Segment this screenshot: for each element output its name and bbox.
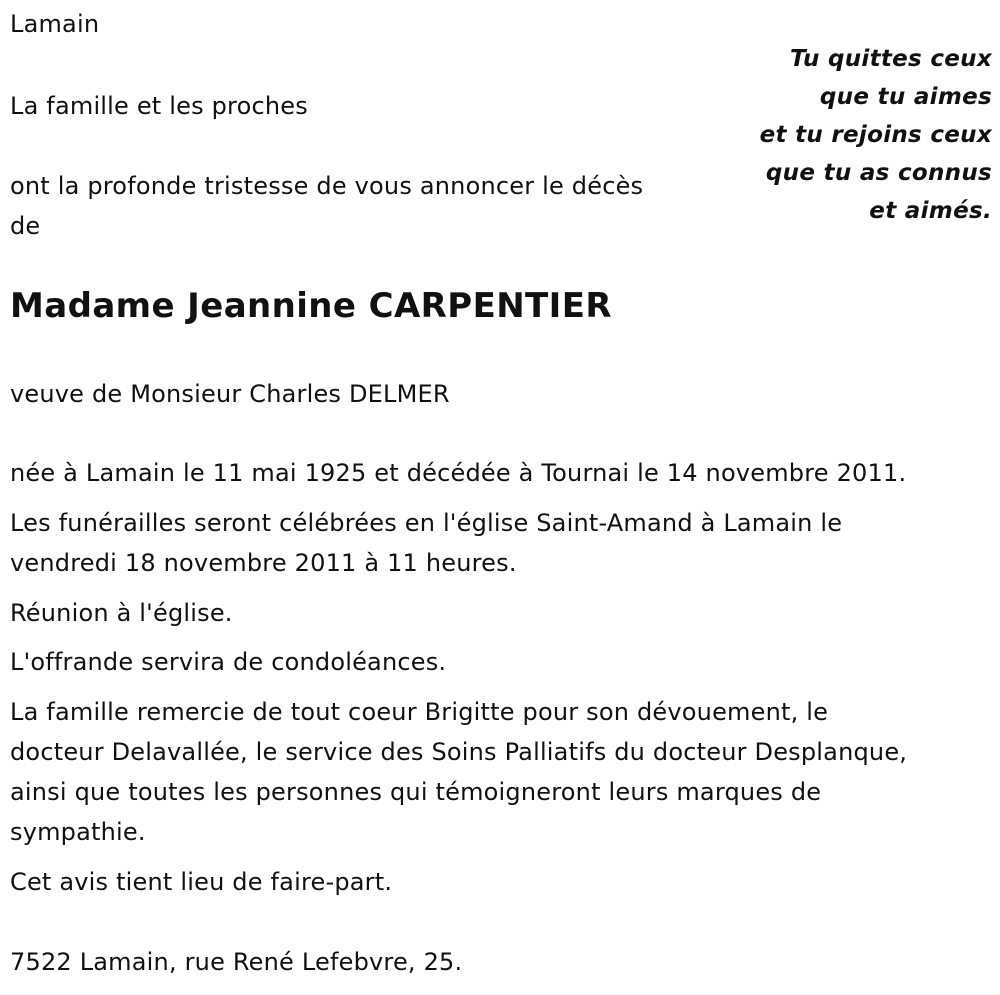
address-line: 7522 Lamain, rue René Lefebvre, 25.: [10, 948, 463, 976]
poem-line-4: que tu as connus: [765, 160, 992, 186]
announce-line-1: ont la profonde tristesse de vous annoncer le décès: [10, 172, 644, 200]
thanks-line-2: docteur Delavallée, le service des Soins Palliatifs du docteur Desplanque,: [10, 738, 908, 766]
poem-line-2: que tu aimes: [819, 84, 992, 110]
place-header: Lamain: [10, 10, 100, 38]
thanks-line-4: sympathie.: [10, 818, 146, 846]
meeting-line: Réunion à l'église.: [10, 599, 233, 627]
funeral-line-1: Les funérailles seront célébrées en l'église Saint-Amand à Lamain le: [10, 509, 843, 537]
deceased-name: Madame Jeannine CARPENTIER: [10, 286, 612, 326]
poem-line-3: et tu rejoins ceux: [759, 122, 992, 148]
memorial-poem: [760, 40, 992, 230]
poem-line-1: Tu quittes ceux: [789, 46, 992, 72]
funeral-line-2: vendredi 18 novembre 2011 à 11 heures.: [10, 549, 517, 577]
birth-death-line: née à Lamain le 11 mai 1925 et décédée à Tournai le 14 novembre 2011.: [10, 459, 907, 487]
family-line: La famille et les proches: [10, 92, 308, 120]
announce-line-2: de: [10, 212, 41, 240]
offering-line: L'offrande servira de condoléances.: [10, 648, 447, 676]
thanks-line-3: ainsi que toutes les personnes qui témoigneront leurs marques de: [10, 778, 822, 806]
thanks-line-1: La famille remercie de tout coeur Brigitte pour son dévouement, le: [10, 698, 829, 726]
widow-line: veuve de Monsieur Charles DELMER: [10, 380, 450, 408]
poem-line-5: et aimés.: [869, 198, 992, 224]
notice-line: Cet avis tient lieu de faire-part.: [10, 868, 393, 896]
